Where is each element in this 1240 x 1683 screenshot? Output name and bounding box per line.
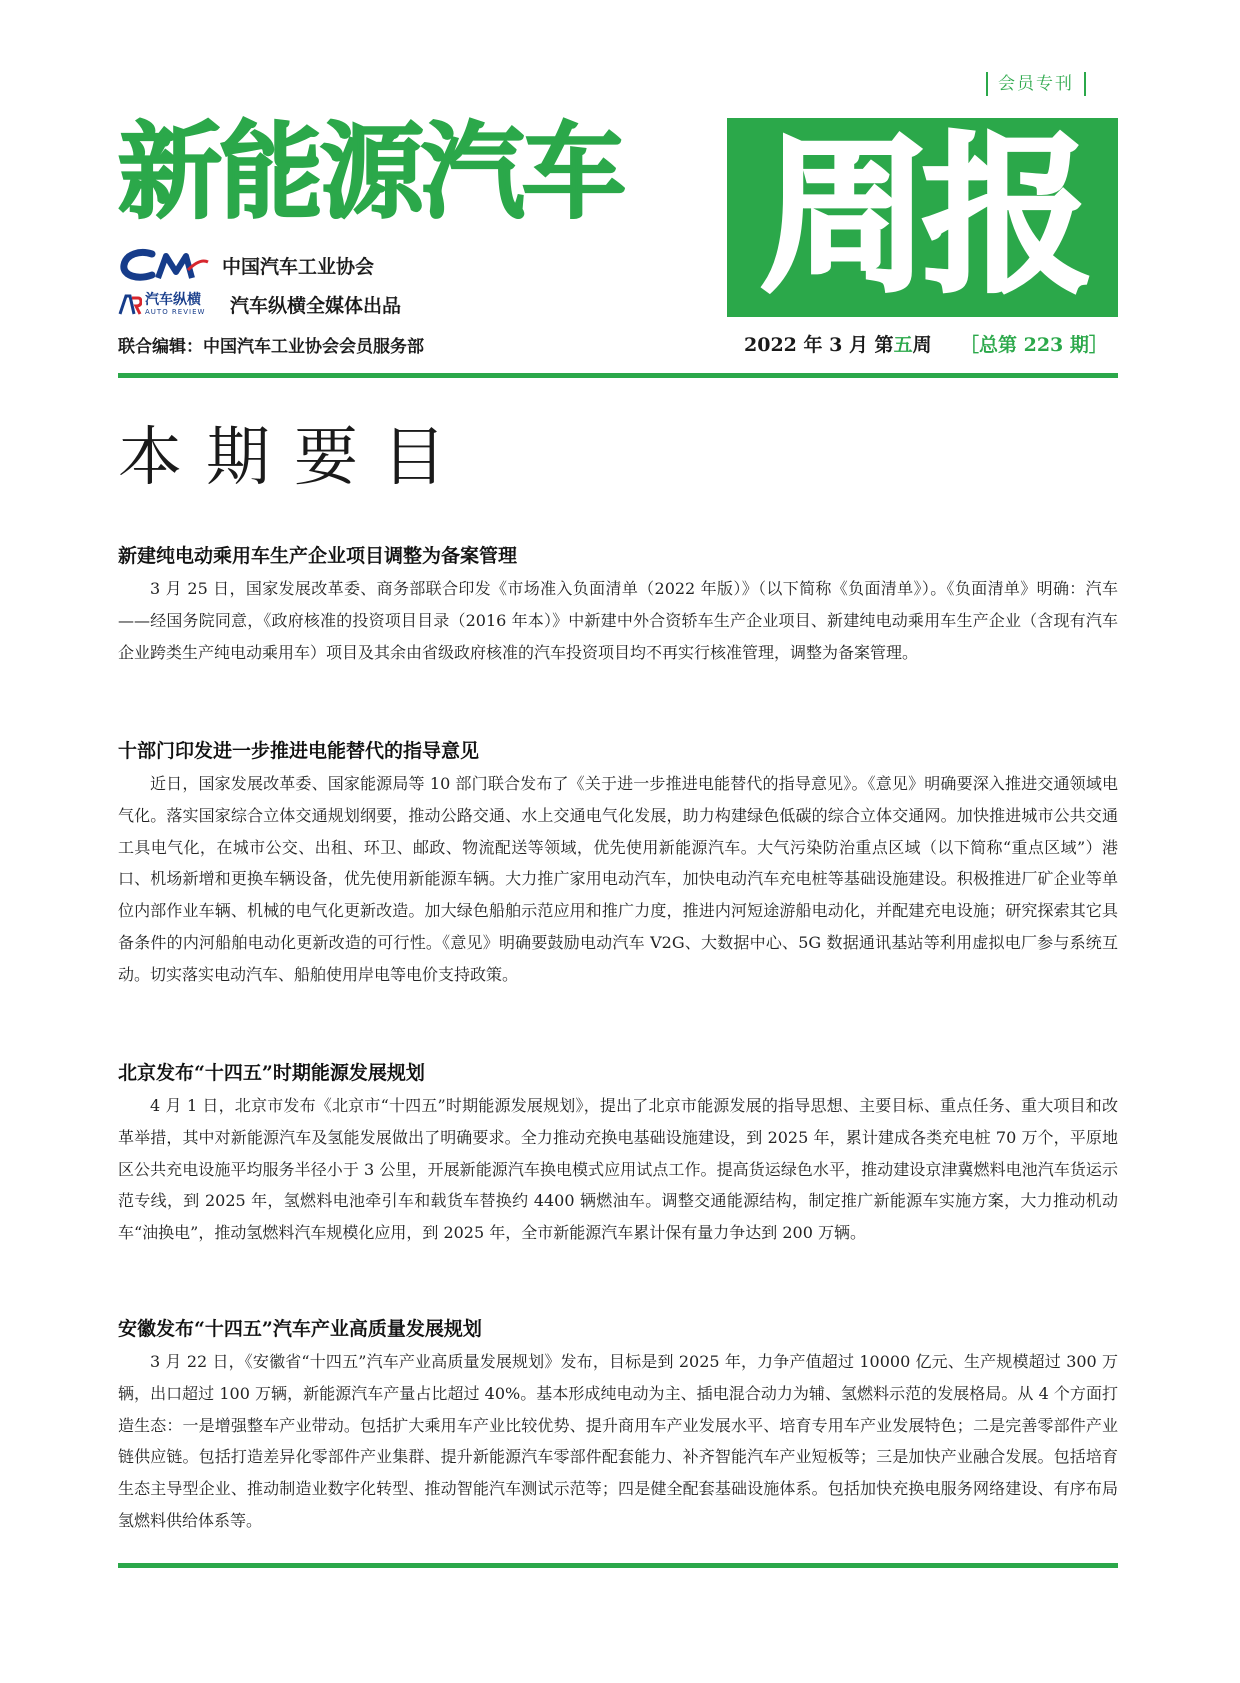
- auto-review-logo-icon: [118, 294, 142, 316]
- auto-review-logo-en: AUTO REVIEW: [145, 308, 206, 316]
- joint-editor-line: 联合编辑：中国汽车工业协会会员服务部: [118, 337, 424, 357]
- issue-date: [744, 330, 932, 357]
- auto-review-org-name: 汽车纵横全媒体出品: [230, 295, 402, 317]
- article-2: [118, 738, 1118, 991]
- auto-review-logo-cn: 汽车纵横: [145, 292, 201, 308]
- caam-logo-icon: [118, 248, 210, 282]
- article-body: 3 月 25 日，国家发展改革委、商务部联合印发《市场准入负面清单（2022 年版）》（以下简称《负面清单》）。《负面清单》明确：汽车——经国务院同意，《政府核准的投资项目目录（2016 年本）》中新建中外合资轿车生产企业项目、新建纯电动乘用车生产企业（含现有汽车企业跨类生产纯电动乘用车）项目及其余由省级政府核准的汽车投资项目均不再实行核准管理，调整为备案管理。: [118, 579, 1118, 662]
- auto-review-logo: [118, 293, 218, 316]
- article-4: [118, 1316, 1118, 1537]
- header-divider: [118, 373, 1118, 378]
- article-title: 北京发布“十四五”时期能源发展规划: [118, 1062, 425, 1084]
- article-title: 新建纯电动乘用车生产企业项目调整为备案管理: [118, 545, 518, 567]
- caam-org-name: 中国汽车工业协会: [222, 255, 375, 278]
- article-body: 3 月 22 日，《安徽省“十四五”汽车产业高质量发展规划》发布，目标是到 2025 年，力争产值超过 10000 亿元、生产规模超过 300 万辆，出口超过 100 万辆，新能源汽车产量占比超过 40%。基本形成纯电动为主、插电混合动力为辅、氢燃料示范的发展格局。从 4 个方面打造生态：一是增强整车产业带动。包括扩大乘用车产业比较优势、提升商用车产业发展水平、培育专用车产业发展特色；二是完善零部件产业链供应链。包括打造差异化零部件产业集群、提升新能源汽车零部件配套能力、补齐智能汽车产业短板等；三是加快产业融合发展。包括培育生态主导型企业、推动制造业数字化转型、推动智能汽车测试示范等；四是健全配套基础设施体系。包括加快充换电服务网络建设、有序布局氢燃料供给体系等。: [118, 1352, 1118, 1530]
- weekly-report-block: 周报: [727, 118, 1118, 317]
- article-title: 安徽发布“十四五”汽车产业高质量发展规划: [118, 1318, 482, 1340]
- article-title: 十部门印发进一步推进电能替代的指导意见: [118, 740, 480, 762]
- footer-divider: [118, 1563, 1118, 1568]
- article-body: 近日，国家发展改革委、国家能源局等 10 部门联合发布了《关于进一步推进电能替代的指导意见》。《意见》明确要深入推进交通领域电气化。落实国家综合立体交通规划纲要，推动公路交通、水上交通电气化发展，助力构建绿色低碳的综合立体交通网。加快推进城市公共交通工具电气化，在城市公交、出租、环卫、邮政、物流配送等领域，优先使用新能源汽车。大气污染防治重点区域（以下简称“重点区域”）港口、机场新增和更换车辆设备，优先使用新能源车辆。大力推广家用电动汽车，加快电动汽车充电桩等基础设施建设。积极推进厂矿企业等单位内部作业车辆、机械的电气化更新改造。加大绿色船舶示范应用和推广力度，推进内河短途游船电动化，并配建充电设施；研究探索其它具备条件的内河船舶电动化更新改造的可行性。《意见》明确要鼓励电动汽车 V2G、大数据中心、5G 数据通讯基站等利用虚拟电厂参与系统互动。切实落实电动汽车、船舶使用岸电等电价支持政策。: [118, 774, 1118, 984]
- caam-row: [118, 248, 374, 282]
- week-number: 五: [893, 334, 913, 356]
- article-body: 4 月 1 日，北京市发布《北京市“十四五”时期能源发展规划》，提出了北京市能源发展的指导思想、主要目标、重点任务、重大项目和改革举措，其中对新能源汽车及氢能发展做出了明确要求。全力推动充换电基础设施建设，到 2025 年，累计建成各类充电桩 70 万个，平原地区公共充电设施平均服务半径小于 3 公里，开展新能源汽车换电模式应用试点工作。提高货运绿色水平，推动建设京津冀燃料电池汽车货运示范专线，到 2025 年，氢燃料电池牵引车和载货车替换约 4400 辆燃油车。调整交通能源结构，制定推广新能源车实施方案，大力推动机动车“油换电”，推动氢燃料汽车规模化应用，到 2025 年，全市新能源汽车累计保有量力争达到 200 万辆。: [118, 1096, 1118, 1243]
- masthead-title: 新能源汽车: [118, 111, 624, 233]
- article-1: [118, 543, 1118, 668]
- date-suffix: 周: [912, 334, 932, 356]
- article-3: [118, 1060, 1118, 1249]
- issue-number: ［总第 223 期］: [960, 334, 1108, 356]
- date-prefix: 2022 年 3 月 第: [744, 334, 894, 356]
- member-edition-tag: 会员专刊: [986, 72, 1086, 96]
- section-heading: 本期要目: [118, 421, 470, 495]
- auto-review-row: [118, 291, 401, 318]
